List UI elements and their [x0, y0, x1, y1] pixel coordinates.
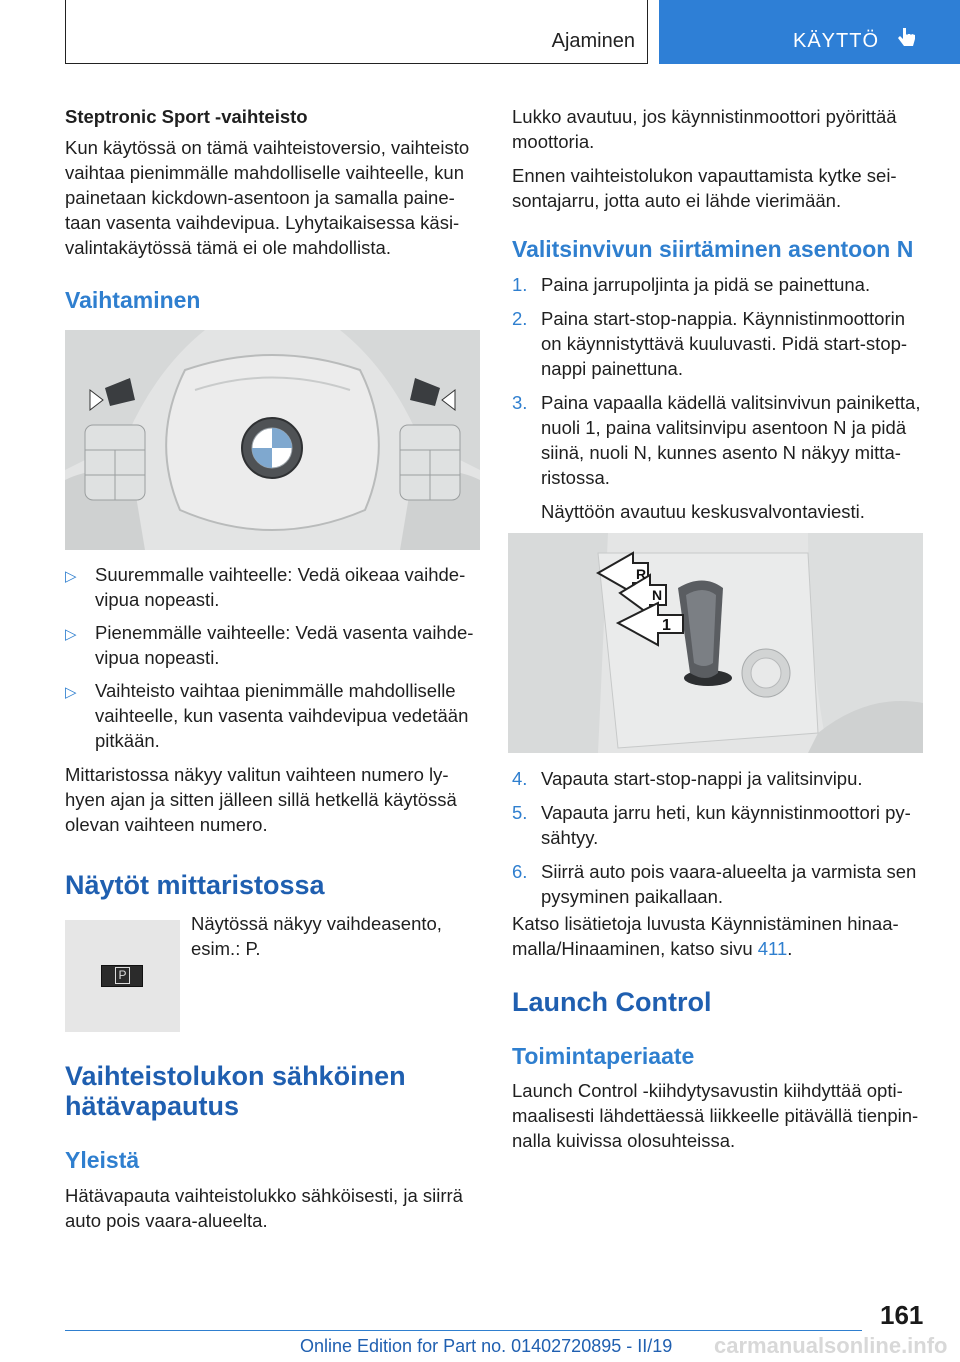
arrow-1-label: 1 — [662, 617, 671, 634]
intro-text — [512, 104, 932, 213]
bullet-line: Suuremmalle vaihteelle: Vedä oikeaa vaihde- — [95, 564, 466, 585]
gear-indicator — [101, 965, 143, 987]
text-line: moottoria. — [512, 131, 595, 152]
steptronic-title: Steptronic Sport -vaihteisto — [65, 106, 308, 127]
step-item — [512, 272, 932, 297]
step-number: 4. — [512, 768, 528, 789]
gear-display-figure — [65, 920, 180, 1032]
katso-text-part: malla/Hinaaminen, katso sivu — [512, 938, 758, 959]
text-line: sontajarru, jotta auto ei lähde vierimään. — [512, 190, 842, 211]
step-line: Paina start-stop-nappia. Käynnistinmoottorin — [541, 308, 906, 329]
bullet-item — [65, 562, 485, 612]
header-chapter[interactable] — [659, 0, 960, 64]
header-section — [65, 0, 648, 64]
bullet-item — [65, 678, 485, 753]
heading-line: Vaihteistolukon sähköinen — [65, 1061, 406, 1091]
page-link[interactable]: 411 — [757, 938, 788, 959]
text-line: Lukko avautuu, jos käynnistinmoottori pyörittää — [512, 106, 897, 127]
yleista-text — [65, 1183, 485, 1233]
step-item — [512, 306, 932, 381]
step-line: Paina vapaalla kädellä valitsinvivun painiketta, — [541, 392, 921, 413]
step-line: Vapauta start-stop-nappi ja valitsinvipu. — [541, 768, 863, 789]
triangle-bullet-icon: ▷ — [65, 568, 77, 585]
text-line — [512, 936, 932, 961]
step-line: Paina jarrupoljinta ja pidä se painettuna. — [541, 274, 871, 295]
step-line: Vapauta jarru heti, kun käynnistinmoottori py- — [541, 802, 911, 823]
edition-text: Online Edition for Part no. 01402720895 - II/19 — [300, 1336, 673, 1356]
steps-list-b — [512, 766, 932, 918]
vaihtaminen-heading: Vaihtaminen — [65, 287, 201, 313]
text-line: painetaan kickdown-asentoon ja samalla paine- — [65, 187, 455, 208]
triangle-bullet-icon: ▷ — [65, 684, 77, 701]
step-number: 3. — [512, 392, 528, 413]
step-item — [512, 766, 932, 791]
header-chapter-label: KÄYTTÖ — [793, 30, 880, 52]
text-line: olevan vaihteen numero. — [65, 814, 268, 835]
step-item — [512, 800, 932, 850]
step-line: nuoli 1, paina valitsinvipu asentoon N ja pidä — [541, 417, 907, 438]
bullet-line: vipua nopeasti. — [95, 589, 220, 610]
text-line: taan vasenta vaihdevipua. Lyhytaikaisessa käsi- — [65, 212, 460, 233]
step-item — [512, 859, 932, 909]
naytot-heading: Näytöt mittaristossa — [65, 870, 325, 900]
steering-wheel-figure — [65, 330, 480, 550]
text-line: nalla kuivissa olosuhteissa. — [512, 1130, 736, 1151]
step-line: nappi painettuna. — [541, 358, 683, 379]
text-line: Launch Control -kiihdytysavustin kiihdyttää opti- — [512, 1080, 903, 1101]
text-line: hyen ajan ja sitten jälleen sillä hetkellä käytössä — [65, 789, 457, 810]
pointing-hand-icon — [895, 26, 917, 48]
text-line: valintakäytössä tämä ei ole mahdollista. — [65, 237, 391, 258]
header-section-label: Ajaminen — [551, 30, 635, 52]
text-line: Hätävapauta vaihteistolukko sähköisesti, ja siirrä — [65, 1185, 463, 1206]
text-line: vaihtaa pienimmälle mahdolliselle vaihteelle, kun — [65, 162, 464, 183]
footer-divider — [65, 1330, 862, 1331]
step-line: Siirrä auto pois vaara-alueelta ja varmista sen — [541, 861, 917, 882]
bullet-line: Pienemmälle vaihteelle: Vedä vasenta vaihde- — [95, 622, 474, 643]
bullet-line: vaihteelle, kun vasenta vaihdevipua vedetään — [95, 705, 469, 726]
launch-control-heading: Launch Control — [512, 987, 712, 1017]
text-line: Kun käytössä on tämä vaihteistoversio, vaihteisto — [65, 137, 470, 158]
step-note: Näyttöön avautuu keskusvalvontaviesti. — [541, 501, 865, 522]
steptronic-text — [65, 135, 485, 260]
arrow-n-label: N — [652, 587, 663, 603]
step-line: sähtyy. — [541, 827, 599, 848]
heading-line: hätävapautus — [65, 1091, 240, 1121]
katso-text-end: . — [787, 938, 793, 959]
triangle-bullet-icon: ▷ — [65, 626, 77, 643]
text-line: auto pois vaara-alueelta. — [65, 1210, 268, 1231]
valitsin-heading: Valitsinvivun siirtäminen asentoon N — [512, 236, 914, 262]
text-line: Näytössä näkyy vaihdeasento, — [191, 913, 442, 934]
step-line: ristossa. — [541, 467, 610, 488]
step-number: 5. — [512, 802, 528, 823]
text-line: Mittaristossa näkyy valitun vaihteen numero ly- — [65, 764, 449, 785]
text-line: Katso lisätietoja luvusta Käynnistäminen hinaa- — [512, 913, 899, 934]
naytot-text — [191, 911, 481, 961]
yleista-heading: Yleistä — [65, 1147, 140, 1173]
arrow-r-label: R — [636, 566, 647, 582]
step-line: siinä, nuoli N, kunnes asento N näkyy mitta- — [541, 442, 901, 463]
step-item — [512, 390, 932, 524]
watermark: carmanualsonline.info — [714, 1333, 948, 1358]
steps-list-a — [512, 272, 932, 533]
step-line: on käynnistyttävä kuuluvasti. Pidä start-stop- — [541, 333, 908, 354]
mittaristo-text — [65, 762, 485, 837]
toiminta-text — [512, 1078, 932, 1153]
bullet-line: vipua nopeasti. — [95, 647, 220, 668]
text-line: Ennen vaihteistolukon vapauttamista kytke sei- — [512, 165, 897, 186]
hatavapautus-heading — [65, 1061, 406, 1121]
bullet-line: Vaihteisto vaihtaa pienimmälle mahdolliselle — [95, 680, 456, 701]
text-line: maalisesti lähdettäessä liikkeelle pitävällä tienpin- — [512, 1105, 919, 1126]
step-number: 1. — [512, 274, 528, 295]
step-number: 6. — [512, 861, 528, 882]
toimintaperiaate-heading: Toimintaperiaate — [512, 1043, 695, 1069]
step-number: 2. — [512, 308, 528, 329]
step-line: pysyminen paikallaan. — [541, 886, 724, 907]
bullet-item — [65, 620, 485, 670]
bullet-line: pitkään. — [95, 730, 160, 751]
gear-selector-figure — [508, 533, 923, 753]
gear-indicator-label: P — [115, 967, 130, 984]
katso-text — [512, 911, 932, 961]
page-number: 161 — [880, 1300, 924, 1330]
text-line: esim.: P. — [191, 938, 261, 959]
